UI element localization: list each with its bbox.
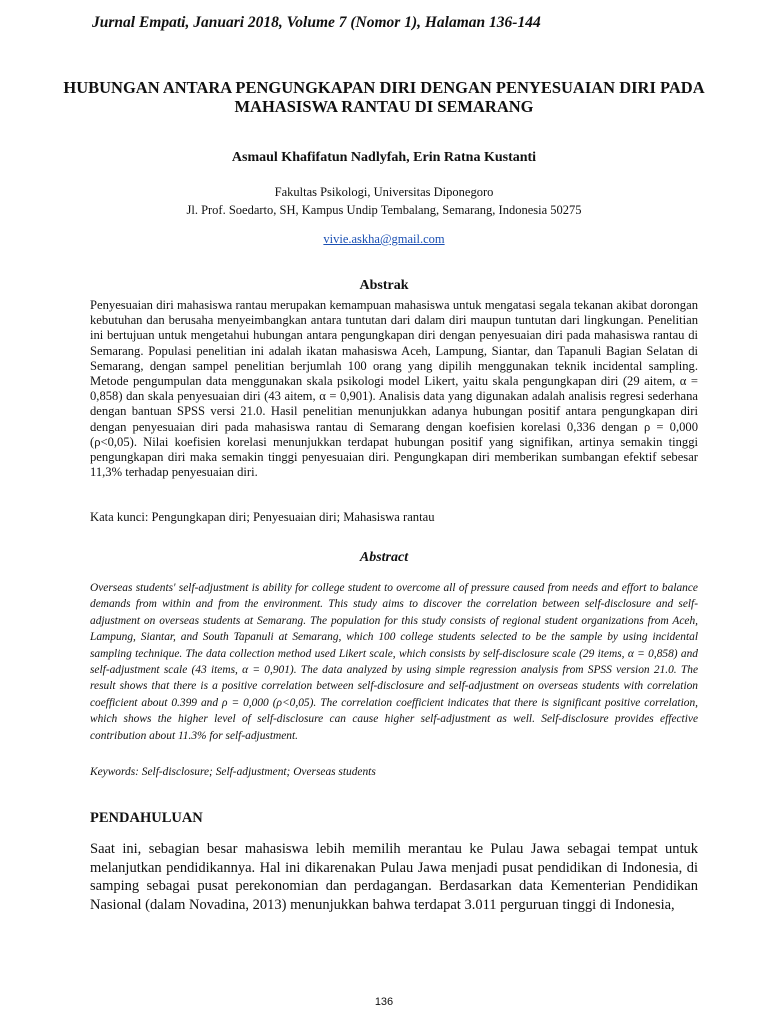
section-heading: PENDAHULUAN	[90, 810, 203, 826]
affiliation	[60, 183, 708, 219]
abstract-keywords: Keywords: Self-disclosure; Self-adjustment; Overseas students	[90, 766, 376, 778]
abstract-heading: Abstract	[359, 550, 409, 565]
email	[60, 232, 708, 247]
journal-header: Jurnal Empati, Januari 2018, Volume 7 (Nomor 1), Halaman 136-144	[92, 14, 541, 31]
page-number: 136	[374, 996, 394, 1008]
affiliation-line-2: Jl. Prof. Soedarto, SH, Kampus Undip Tembalang, Semarang, Indonesia 50275	[186, 203, 582, 217]
abstract-body: Overseas students' self-adjustment is ability for college student to overcome all of pressure caused from needs and effort to balance demands from within and from the environment. This study aims to discover the correlation between self-disclosure and self-adjustment on overseas students at Semarang. The population for this study consists of regional student organizations from Aceh, Lampung, Siantar, and South Tapanuli at Semarang, which 100 college students selected to be the sample by using incidental sampling technique. The data collection method used Likert scale, which consists by self-disclosure scale (29 items, α = 0,858) and self-adjustment scale (43 items, α = 0,901). The data analyzed by using simple regression analysis from SPSS version 21.0. The result shows that there is a positive correlation between self-disclosure and self-adjustment on overseas students with correlation coefficient about 0.399 and ρ = 0,000 (ρ<0,05). The correlation coefficient indicates that there is significant positive correlation, which shows the higher level of self-disclosure can cause higher self-adjustment as well. Self-disclosure provides effective contribution about 11.3% for self-adjustment.	[90, 582, 698, 742]
affiliation-line-1: Fakultas Psikologi, Universitas Diponegoro	[274, 185, 494, 199]
abstrak-heading: Abstrak	[359, 278, 409, 293]
paper-title: HUBUNGAN ANTARA PENGUNGKAPAN DIRI DENGAN PENYESUAIAN DIRI PADA MAHASISWA RANTAU DI SEMARANG	[63, 78, 705, 116]
abstrak-body: Penyesuaian diri mahasiswa rantau merupakan kemampuan mahasiswa untuk mengatasi segala tekanan akibat dorongan kebutuhan dan berusaha menyeimbangkan antara tuntutan dari dalam diri maupun tuntutan dari lingkungan. Penelitian ini bertujuan untuk mengetahui hubungan antara pengungkapan diri dengan penyesuaian diri pada mahasiswa rantau di Semarang. Populasi penelitian ini adalah ikatan mahasiswa Aceh, Lampung, Siantar, dan Tapanuli Bagian Selatan di Semarang, dengan sampel penelitian berjumlah 100 orang yang dipilih menggunakan teknik incidental sampling. Metode pengumpulan data menggunakan skala psikologi model Likert, yaitu skala pengungkapan diri (29 aitem, α = 0,858) dan skala penyesuaian diri (43 aitem, α = 0,901). Analisis data yang digunakan adalah analisis regresi sederhana dengan bantuan SPSS versi 21.0. Hasil penelitian menunjukkan adanya hubungan positif antara pengungkapan diri dengan penyesuaian diri pada mahasiswa rantau di Semarang dengan koefisien korelasi 0,336 dengan ρ = 0,000 (ρ<0,05). Nilai koefisien korelasi menunjukkan terdapat hubungan positif yang signifikan, artinya semakin tinggi pengungkapan diri maka semakin tinggi penyesuaian diri. Pengungkapan diri memberikan sumbangan efektif sebesar 11,3% terhadap penyesuaian diri.	[90, 298, 698, 480]
email-link[interactable]: vivie.askha@gmail.com	[323, 232, 445, 246]
authors: Asmaul Khafifatun Nadlyfah, Erin Ratna Kustanti	[231, 150, 537, 165]
section-body: Saat ini, sebagian besar mahasiswa lebih memilih merantau ke Pulau Jawa sebagai tempat untuk melanjutkan pendidikannya. Hal ini dikarenakan Pulau Jawa menjadi pusat pendidikan di Indonesia, di samping sebagai pusat perekonomian dan perdagangan. Berdasarkan data Kementerian Pendidikan Nasional (dalam Novadina, 2013) menunjukkan bahwa terdapat 3.011 perguruan tinggi di Indonesia,	[90, 841, 698, 913]
abstrak-keywords: Kata kunci: Pengungkapan diri; Penyesuaian diri; Mahasiswa rantau	[90, 510, 435, 524]
